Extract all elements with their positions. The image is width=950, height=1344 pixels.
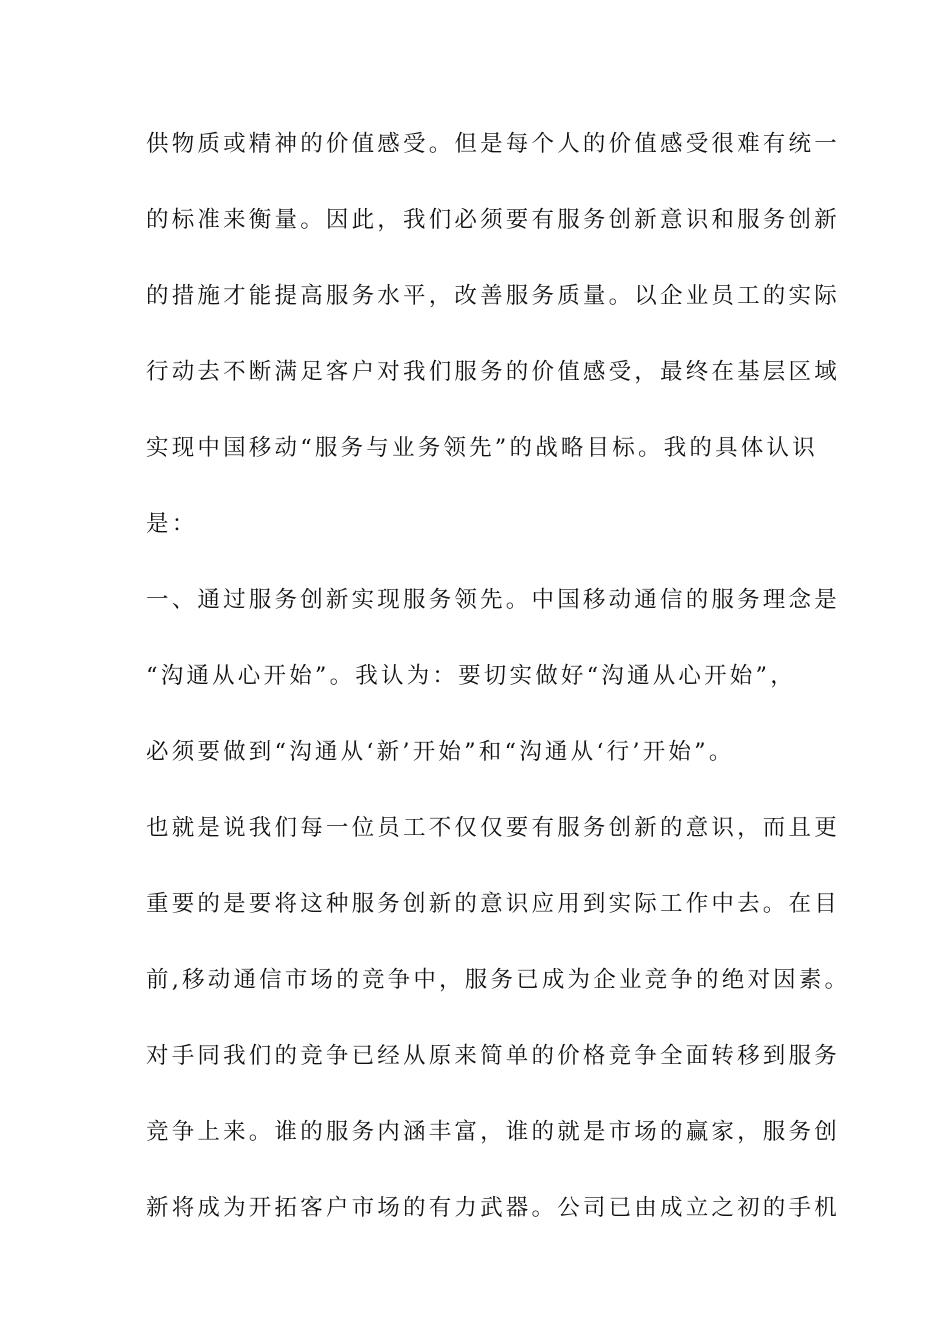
text-line: 是： xyxy=(146,511,198,537)
text-line: 前,移动通信市场的竞争中，服务已成为企业竞争的绝对因素。 xyxy=(146,967,851,993)
text-line: 必须要做到“沟通从‘新’开始”和“沟通从‘行’开始”。 xyxy=(146,739,735,765)
text-line: 的标准来衡量。因此，我们必须要有服务创新意识和服务创新 xyxy=(146,207,840,233)
text-line: 竞争上来。谁的服务内涵丰富，谁的就是市场的赢家，服务创 xyxy=(146,1119,840,1145)
text-line: 行动去不断满足客户对我们服务的价值感受，最终在基层区域 xyxy=(146,359,840,385)
text-line: “沟通从心开始”。我认为：要切实做好“沟通从心开始”， xyxy=(146,663,796,689)
text-line: 新将成为开拓客户市场的有力武器。公司已由成立之初的手机 xyxy=(146,1195,840,1221)
text-line: 实现中国移动“服务与业务领先”的战略目标。我的具体认识 xyxy=(146,435,818,461)
body-text xyxy=(146,124,851,1264)
text-line: 供物质或精神的价值感受。但是每个人的价值感受很难有统一 xyxy=(146,131,840,157)
text-line: 的措施才能提高服务水平，改善服务质量。以企业员工的实际 xyxy=(146,283,840,309)
text-line: 重要的是要将这种服务创新的意识应用到实际工作中去。在目 xyxy=(146,891,840,917)
text-line: 也就是说我们每一位员工不仅仅要有服务创新的意识，而且更 xyxy=(146,815,840,841)
section-heading-line: 一、通过服务创新实现服务领先。中国移动通信的服务理念是 xyxy=(146,587,840,613)
text-line: 对手同我们的竞争已经从原来简单的价格竞争全面转移到服务 xyxy=(146,1043,840,1069)
